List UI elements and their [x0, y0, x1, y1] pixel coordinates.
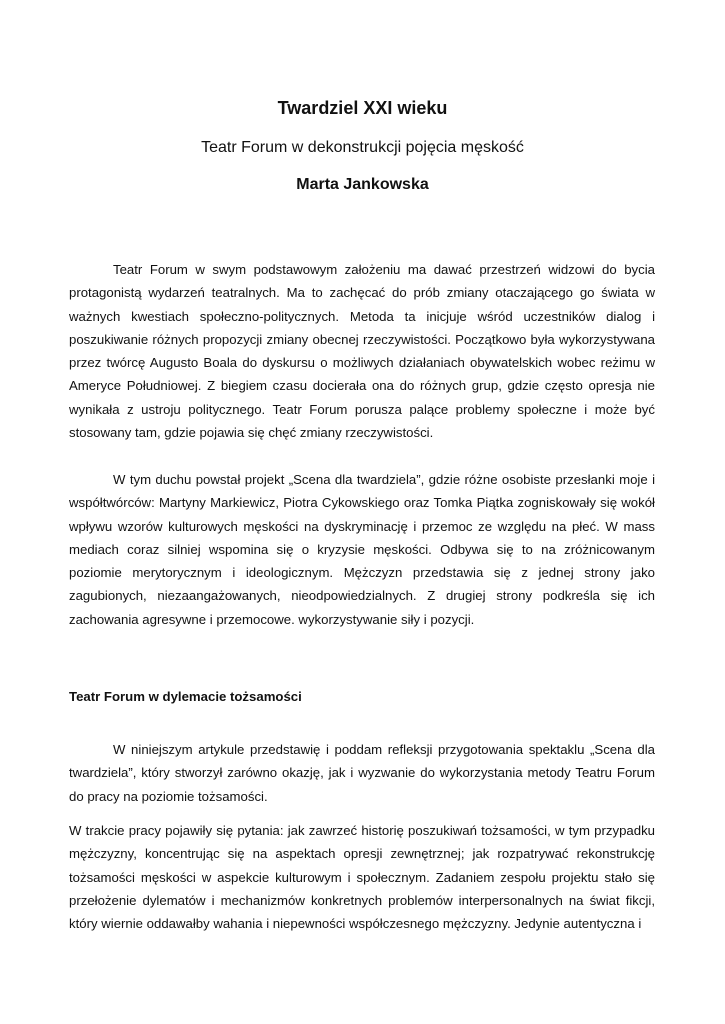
- paragraph-questions: W trakcie pracy pojawiły się pytania: jak zawrzeć historię poszukiwań tożsamości, w tym przypadku mężczyzny, koncentrując się na aspektach opresji zewnętrznej; jak rozpatrywać rekonstrukcję tożsamości męskości w aspekcie kulturowym i społecznym. Zadaniem zespołu projektu stało się przełożenie dylematów i mechanizmów konkretnych problemów interpersonalnych na świat fikcji, który wiernie oddawałby wahania i niepewności współczesnego mężczyzny. Jedynie autentyczna i: [69, 823, 655, 932]
- section-heading: Teatr Forum w dylemacie tożsamości: [69, 689, 302, 704]
- document-subtitle: Teatr Forum w dekonstrukcji pojęcia męskość: [201, 139, 524, 156]
- paragraph-project: W tym duchu powstał projekt „Scena dla twardziela”, gdzie różne osobiste przesłanki moje i współtwórców: Martyny Markiewicz, Piotra Cykowskiego oraz Tomka Piątka zogniskowały się wokół wpływu wzorów kulturowych męskości na dyskryminację i przemoc ze względu na płeć. W mass mediach coraz silniej wspomina się o kryzysie męskości. Odbywa się to na zróżnicowanym poziomie merytorycznym i ideologicznym. Mężczyzn przedstawia się z jednej strony jako zagubionych, niezaangażowanych, nieodpowiedzialnych. Z drugiej strony podkreśla się ich zachowania agresywne i przemocowe. wykorzystywanie siły i pozycji.: [69, 472, 655, 627]
- paragraph-intro: Teatr Forum w swym podstawowym założeniu ma dawać przestrzeń widzowi do bycia protagonistą wydarzeń teatralnych. Ma to zachęcać do prób zmiany otaczającego go świata w ważnych kwestiach społeczno-politycznych. Metoda ta inicjuje wśród uczestników dialog i poszukiwanie różnych propozycji zmiany obecnej rzeczywistości. Początkowo była wykorzystywana przez twórcę Augusto Boala do dyskursu o możliwych działaniach obywatelskich wobec reżimu w Ameryce Południowej. Z biegiem czasu docierała ona do różnych grup, gdzie często opresja nie wynikała z ustroju politycznego. Teatr Forum porusza palące problemy społeczne i może być stosowany tam, gdzie pojawia się chęć zmiany rzeczywistości.: [69, 262, 655, 441]
- document-title: Twardziel XXI wieku: [277, 98, 448, 118]
- document-author: Marta Jankowska: [296, 176, 429, 193]
- paragraph-article: W niniejszym artykule przedstawię i poddam refleksji przygotowania spektaklu „Scena dla twardziela”, który stworzył zarówno okazję, jak i wyzwanie do wykorzystania metody Teatru Forum do pracy na poziomie tożsamości.: [69, 742, 655, 804]
